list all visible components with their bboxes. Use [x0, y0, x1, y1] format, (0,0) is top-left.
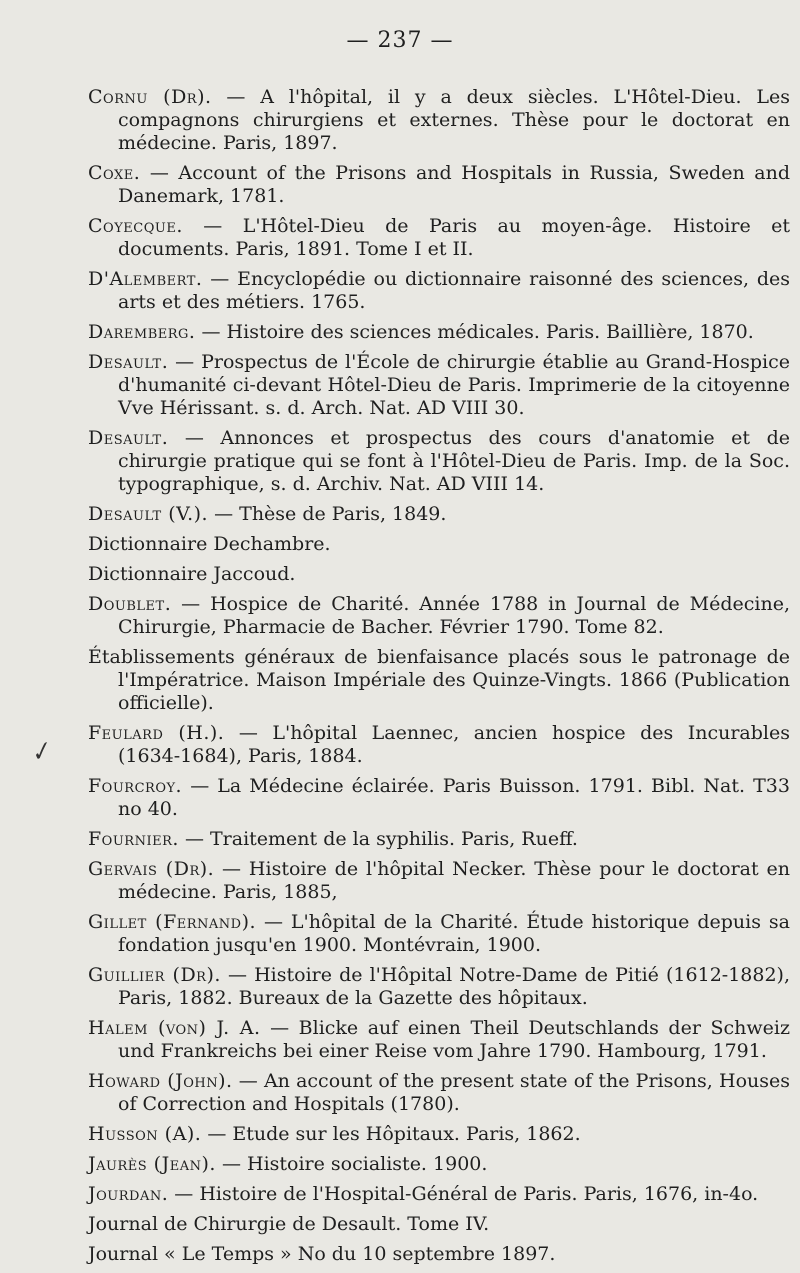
entry-author: Desault (V.). [88, 503, 209, 525]
bibliography-entry [88, 533, 790, 556]
entry-text: — An account of the present state of the Prisons, Houses of Correction and Hospitals (1780). [118, 1070, 790, 1115]
bibliography-entry [88, 503, 790, 526]
entry-author: Jaurès (Jean). [88, 1153, 216, 1175]
entry-author: Gervais (Dr). [88, 858, 215, 880]
entry-author: Gillet (Fernand). [88, 911, 257, 933]
handwritten-check-mark: ✓ [25, 735, 55, 769]
entry-author: Guillier (Dr). [88, 964, 221, 986]
entry-text: — Thèse de Paris, 1849. [208, 503, 447, 525]
entry-text: — Encyclopédie ou dictionnaire raisonné des sciences, des arts et des métiers. 1765. [118, 268, 790, 313]
bibliography-entry [88, 1243, 790, 1266]
entry-text: — Hospice de Charité. Année 1788 in Journal de Médecine, Chirurgie, Pharmacie de Bacher. Février 1790. Tome 82. [118, 593, 790, 638]
entry-text: — A l'hôpital, il y a deux siècles. L'Hôtel-Dieu. Les compagnons chirurgiens et externes. Thèse pour le doctorat en médecine. Paris, 1897. [118, 86, 790, 154]
bibliography-entry [88, 563, 790, 586]
entry-text: — Annonces et prospectus des cours d'anatomie et de chirurgie pratique qui se font à l'Hôtel-Dieu de Paris. Imp. de la Soc. typographique, s. d. Archiv. Nat. AD VIII 14. [118, 427, 790, 495]
bibliography-entry [88, 858, 790, 904]
entry-author: Feulard (H.). [88, 722, 225, 744]
bibliography-entry [88, 593, 790, 639]
entry-text: — Histoire socialiste. 1900. [215, 1153, 488, 1175]
entry-author: Daremberg. [88, 321, 196, 343]
entry-author: Husson (A). [88, 1123, 202, 1145]
bibliography-entry [88, 828, 790, 851]
bibliography-entry [88, 268, 790, 314]
entry-text: — La Médecine éclairée. Paris Buisson. 1791. Bibl. Nat. T33 no 40. [118, 775, 790, 820]
entry-author: Desault. [88, 351, 169, 373]
entry-author: Jourdan. [88, 1183, 169, 1205]
entry-text: — Account of the Prisons and Hospitals in Russia, Sweden and Danemark, 1781. [118, 162, 790, 207]
entry-author: Doublet. [88, 593, 172, 615]
entry-text: — Histoire de l'hôpital Necker. Thèse pour le doctorat en médecine. Paris, 1885, [118, 858, 790, 903]
bibliography-entry [88, 1183, 790, 1206]
entry-author: Cornu (Dr). [88, 86, 212, 108]
bibliography-entry [88, 215, 790, 261]
bibliography-entry [88, 86, 790, 155]
entry-text: — Prospectus de l'École de chirurgie établie au Grand-Hospice d'humanité ci-devant Hôtel-Dieu de Paris. Imprimerie de la citoyenne Vve Hérissant. s. d. Arch. Nat. AD VIII 30. [118, 351, 790, 419]
entry-text: Dictionnaire Dechambre. [88, 533, 331, 555]
bibliography-entry [88, 775, 790, 821]
bibliography-entry [88, 1153, 790, 1176]
entry-author: D'Alembert. [88, 268, 203, 290]
bibliography-entry [88, 427, 790, 496]
entry-author: Desault. [88, 427, 169, 449]
bibliography-entry [88, 351, 790, 420]
entry-text: — L'hôpital Laennec, ancien hospice des Incurables (1634-1684), Paris, 1884. [118, 722, 790, 767]
entry-text: — Blicke auf einen Theil Deutschlands der Schweiz und Frankreichs bei einer Reise vom Jahre 1790. Hambourg, 1791. [118, 1017, 790, 1062]
entry-author: Coxe. [88, 162, 141, 184]
entry-author: Howard (John). [88, 1070, 233, 1092]
entry-text: Dictionnaire Jaccoud. [88, 563, 296, 585]
bibliography-entry [88, 911, 790, 957]
entry-text: — Etude sur les Hôpitaux. Paris, 1862. [201, 1123, 581, 1145]
entry-text: — Histoire de l'Hospital-Général de Paris. Paris, 1676, in-4o. [168, 1183, 759, 1205]
entry-text: Établissements généraux de bienfaisance placés sous le patronage de l'Impératrice. Maison Impériale des Quinze-Vingts. 1866 (Publication officielle). [88, 646, 790, 714]
entry-author: Fourcroy. [88, 775, 183, 797]
bibliography-entry [88, 1017, 790, 1063]
entry-author: Halem (von) J. A. [88, 1017, 261, 1039]
entry-text: Journal de Chirurgie de Desault. Tome IV. [88, 1213, 490, 1235]
bibliography-entry [88, 964, 790, 1010]
entry-author: Coyecque. [88, 215, 183, 237]
bibliography-entry [88, 1070, 790, 1116]
page-number: — 237 — [346, 28, 454, 53]
entry-text: — Histoire des sciences médicales. Paris. Baillière, 1870. [195, 321, 754, 343]
bibliography-entry [88, 162, 790, 208]
bibliography-entry [88, 646, 790, 715]
bibliography-entry [88, 321, 790, 344]
entry-text: — L'Hôtel-Dieu de Paris au moyen-âge. Histoire et documents. Paris, 1891. Tome I et II. [118, 215, 790, 260]
entry-author: Fournier. [88, 828, 179, 850]
bibliography-list [0, 86, 800, 1273]
entry-text: Journal « Le Temps » No du 10 septembre 1897. [88, 1243, 556, 1265]
entry-text: — L'hôpital de la Charité. Étude historique depuis sa fondation jusqu'en 1900. Montévrain, 1900. [118, 911, 790, 956]
bibliography-entry [88, 1213, 790, 1236]
entry-text: — Traitement de la syphilis. Paris, Rueff. [178, 828, 578, 850]
entry-text: — Histoire de l'Hôpital Notre-Dame de Pitié (1612-1882), Paris, 1882. Bureaux de la Gazette des hôpitaux. [118, 964, 791, 1009]
bibliography-entry [88, 722, 790, 768]
bibliography-entry [88, 1123, 790, 1146]
